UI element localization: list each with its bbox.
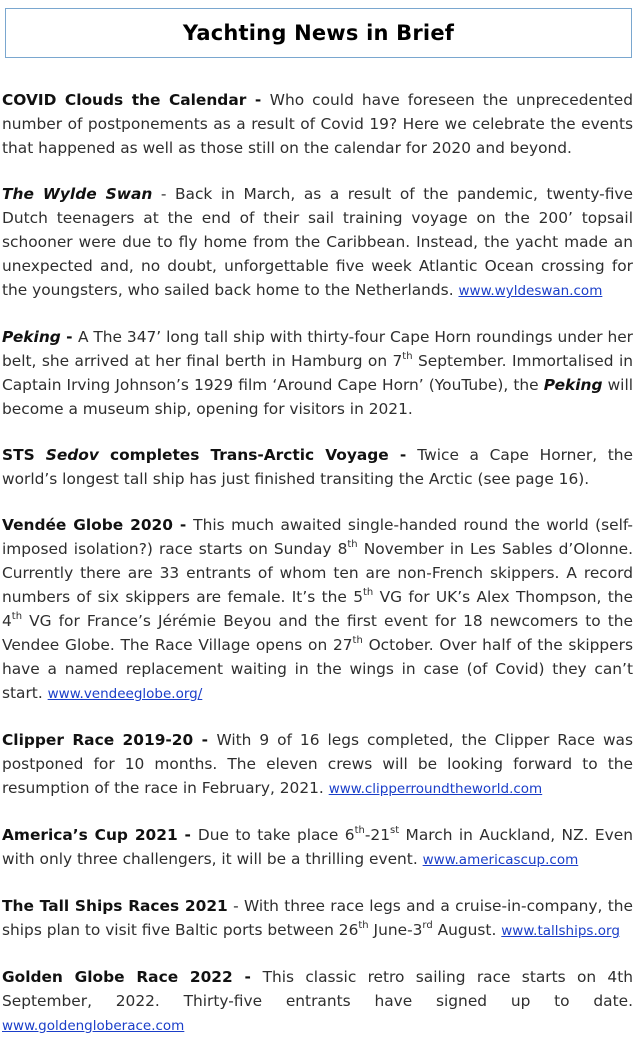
item-heading: Clipper Race 2019-20 - xyxy=(2,731,217,749)
item-heading: America’s Cup 2021 - xyxy=(2,826,198,844)
page-title: Yachting News in Brief xyxy=(182,21,455,45)
wyldeswan-link[interactable]: www.wyldeswan.com xyxy=(458,283,603,299)
americascup-link[interactable]: www.americascup.com xyxy=(422,852,579,868)
ship-name: Peking xyxy=(543,376,603,394)
tallships-link[interactable]: www.tallships.org xyxy=(501,923,620,939)
news-item-sedov xyxy=(2,443,633,491)
item-text: This much awaited single-handed round the world (self-imposed isolation?) race starts on Sunday 8 xyxy=(2,516,633,558)
item-text: A The 347’ long tall ship with thirty-four Cape Horn roundings under her belt, she arrived at her final berth in Hamburg on 7 xyxy=(2,328,633,370)
news-item-wylde-swan xyxy=(2,182,633,303)
item-text: With 9 of 16 legs completed, the Clipper Race was postponed for 10 months. The eleven crews will be looking forward to the resumption of the race in February, 2021. xyxy=(2,731,633,797)
item-heading: COVID Clouds the Calendar - xyxy=(2,91,270,109)
item-text: - With three race legs and a cruise-in-company, the ships plan to visit five Baltic ports between 26 xyxy=(2,897,633,939)
title-box xyxy=(5,8,632,58)
news-item-covid xyxy=(2,88,633,160)
news-item-peking: Peking - A The 347’ long tall ship with thirty-four Cape Horn roundings under her belt, she arrived at her final berth in Hamburg on 7th September. Immortalised in Captain Irving Johnson’s 1929 film ‘Around Cape Horn’ (YouTube), the Peking will become a museum ship, opening for visitors in 2021. xyxy=(2,328,633,418)
clipper-link[interactable]: www.clipperroundtheworld.com xyxy=(328,781,543,797)
item-heading: The Wylde Swan xyxy=(2,185,153,203)
news-item-golden-globe xyxy=(2,965,633,1038)
news-item-americas-cup: America’s Cup 2021 - Due to take place 6th-21st March in Auckland, NZ. Even with only three challengers, it will be a thrilling event. www.americascup.com xyxy=(2,824,633,868)
item-heading: STS Sedov completes Trans-Arctic Voyage - xyxy=(2,446,418,464)
item-heading: Golden Globe Race 2022 - xyxy=(2,968,263,986)
item-heading: The Tall Ships Races 2021 xyxy=(2,897,228,915)
news-item-clipper-race xyxy=(2,728,633,801)
item-text: Twice a Cape Horner, the world’s longest tall ship has just finished transiting the Arctic (see page 16). xyxy=(2,446,633,488)
news-item-tall-ships: The Tall Ships Races 2021 - With three race legs and a cruise-in-company, the ships plan to visit five Baltic ports between 26th June-3rd August. www.tallships.org xyxy=(2,897,633,939)
news-item-vendee-globe: Vendée Globe 2020 - This much awaited single-handed round the world (self-imposed isolation?) race starts on Sunday 8th November in Les Sables d’Olonne. Currently there are 33 entrants of whom ten are non-French skippers. A record numbers of six skippers are female. It’s the 5th VG for UK’s Alex Thompson, the 4th VG for France’s Jérémie Beyou and the first event for 18 newcomers to the Vendee Globe. The Race Village opens on 27th October. Over half of the skippers have a named replacement waiting in the wings in case (of Covid) they can’t start. www.vendeeglobe.org/ xyxy=(2,516,633,702)
item-text: This classic retro sailing race starts on 4th September, 2022. Thirty-five entrants have signed up to date. xyxy=(2,968,633,1010)
item-text: - Back in March, as a result of the pandemic, twenty-five Dutch teenagers at the end of their sail training voyage on the 200’ topsail schooner were due to fly home from the Caribbean. Instead, the yacht made an unexpected and, no doubt, unforgettable five week Atlantic Ocean crossing for the youngsters, who sailed back home to the Netherlands. xyxy=(2,185,633,299)
item-heading: Vendée Globe 2020 - xyxy=(2,516,194,534)
news-list xyxy=(2,88,633,1060)
item-heading: Peking xyxy=(2,328,61,346)
goldengloberace-link[interactable]: www.goldengloberace.com xyxy=(2,1018,185,1034)
item-text: Who could have foreseen the unprecedented number of postponements as a result of Covid 19? Here we celebrate the events that happened as well as those still on the calendar for 2020 and beyond. xyxy=(2,91,634,157)
item-text: Due to take place 6 xyxy=(197,826,355,844)
vendeeglobe-link[interactable]: www.vendeeglobe.org/ xyxy=(47,686,203,702)
